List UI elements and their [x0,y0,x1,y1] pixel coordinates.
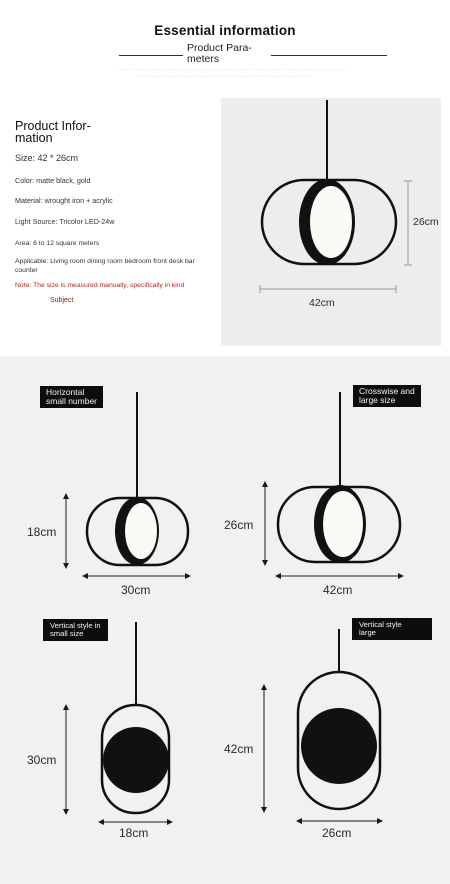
variant-tag-vertical-large: Vertical style large [352,618,432,640]
info-size: Size: 42 * 26cm [15,153,79,163]
page-subtitle: Product Para- meters [187,42,252,65]
variant-vertical-large [264,629,380,821]
variant-2-width-label: 42cm [323,583,353,597]
info-title: Product Infor- mation [15,119,91,145]
variant-2-height-label: 26cm [224,518,254,532]
decorative-fine-print: ································································································································· ································································································· [118,67,346,80]
variant-3-width-label: 18cm [119,826,149,840]
variant-4-height-label: 42cm [224,742,254,756]
info-subject: Subject [50,297,74,304]
variant-4-width-label: 26cm [322,826,352,840]
info-area: Area: 6 to 12 square meters [15,240,100,247]
variant-tag-horizontal-small: Horizontal small number [40,386,103,408]
variant-horizontal-large [265,392,401,576]
info-color: Color: matte black, gold [15,176,91,185]
info-light-source: Light Source: Tricolor LED-24w [15,217,115,226]
variant-1-height-label: 18cm [27,525,57,539]
variant-3-height-label: 30cm [27,753,57,767]
variant-tag-horizontal-large: Crosswise and large size [353,385,421,407]
variant-1-width-label: 30cm [121,583,151,597]
variant-tag-vertical-small: Vertical style in small size [43,619,108,641]
height-label: 26cm [413,216,439,228]
variant-horizontal-small [66,392,188,576]
info-material: Material: wrought iron + acrylic [15,196,113,205]
info-applicable: Applicable: Living room dining room bedroom front desk bar counter [15,258,195,274]
info-note: Note: The size is measured manually, specifically in kind [15,282,185,289]
variant-vertical-small [66,622,170,822]
page-title: Essential information [154,23,296,38]
width-label: 42cm [309,297,335,309]
